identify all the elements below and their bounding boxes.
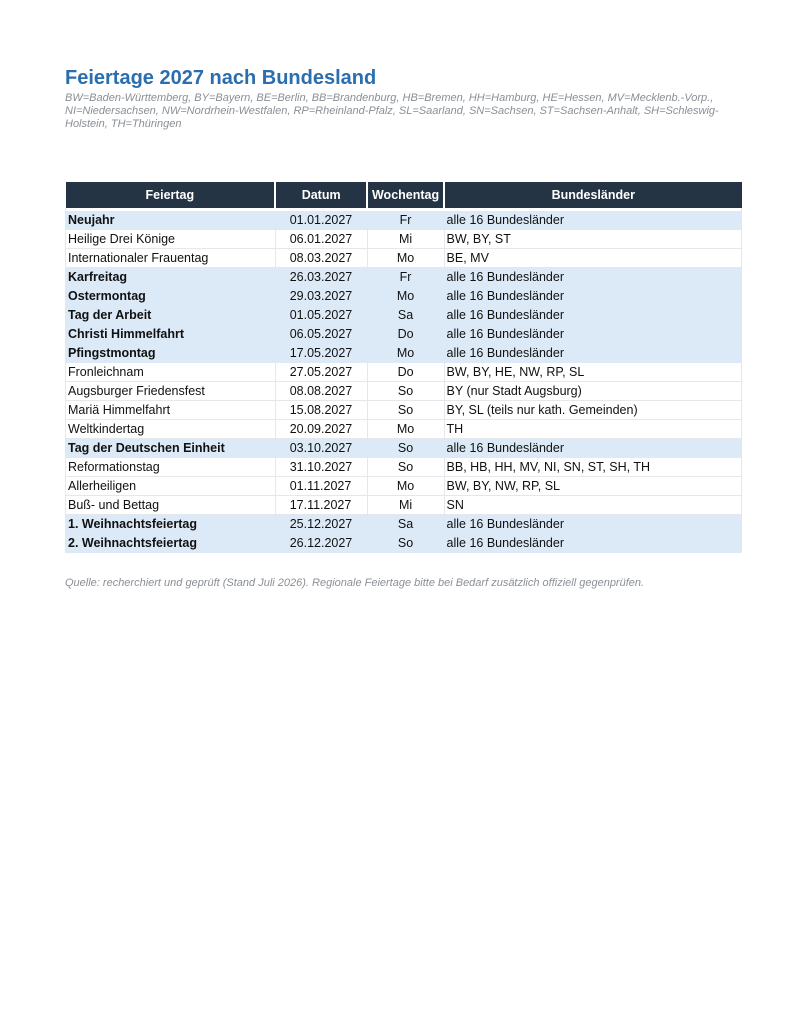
holiday-name-cell: Karfreitag [66,268,276,287]
table-row [66,363,742,382]
date-cell: 17.05.2027 [275,344,367,363]
states-cell: SN [444,496,741,515]
weekday-cell: So [367,534,444,553]
holiday-name-cell: Fronleichnam [66,363,276,382]
states-cell: alle 16 Bundesländer [444,344,741,363]
weekday-cell: Do [367,363,444,382]
states-cell: BY (nur Stadt Augsburg) [444,382,741,401]
holiday-name-cell: Weltkindertag [66,420,276,439]
weekday-cell: So [367,401,444,420]
date-cell: 01.11.2027 [275,477,367,496]
table-row [66,515,742,534]
date-cell: 26.12.2027 [275,534,367,553]
holiday-name-cell: Internationaler Frauentag [66,249,276,268]
weekday-cell: Fr [367,211,444,230]
table-row [66,211,742,230]
holiday-name-cell: Ostermontag [66,287,276,306]
table-row [66,401,742,420]
date-cell: 01.01.2027 [275,211,367,230]
date-cell: 26.03.2027 [275,268,367,287]
states-cell: BE, MV [444,249,741,268]
states-cell: BY, SL (teils nur kath. Gemeinden) [444,401,741,420]
date-cell: 31.10.2027 [275,458,367,477]
table-row [66,382,742,401]
holiday-name-cell: 2. Weihnachtsfeiertag [66,534,276,553]
holiday-name-cell: Christi Himmelfahrt [66,325,276,344]
column-header-weekday: Wochentag [367,182,444,208]
table-row [66,287,742,306]
states-cell: BW, BY, ST [444,230,741,249]
holiday-name-cell: Neujahr [66,211,276,230]
column-header-holiday: Feiertag [66,182,276,208]
holiday-name-cell: Tag der Deutschen Einheit [66,439,276,458]
date-cell: 25.12.2027 [275,515,367,534]
weekday-cell: So [367,439,444,458]
table-row [66,477,742,496]
date-cell: 06.01.2027 [275,230,367,249]
weekday-cell: Sa [367,515,444,534]
holiday-name-cell: Allerheiligen [66,477,276,496]
date-cell: 15.08.2027 [275,401,367,420]
table-header-row [66,182,742,208]
weekday-cell: Mo [367,287,444,306]
table-row [66,306,742,325]
states-cell: alle 16 Bundesländer [444,287,741,306]
state-abbreviation-legend: BW=Baden-Württemberg, BY=Bayern, BE=Berlin, BB=Brandenburg, HB=Bremen, HH=Hamburg, HE=Hessen, MV=Mecklenb.-Vorp., NI=Niedersachsen, NW=Nordrhein-Westfalen, RP=Rheinland-Pfalz, SL=Saarland, SN=Sachsen, ST=Sachsen-Anhalt, SH=Schleswig-Holstein, TH=Thüringen [65,92,719,130]
weekday-cell: Mo [367,249,444,268]
date-cell: 06.05.2027 [275,325,367,344]
holiday-name-cell: 1. Weihnachtsfeiertag [66,515,276,534]
date-cell: 03.10.2027 [275,439,367,458]
source-note: Quelle: recherchiert und geprüft (Stand Juli 2026). Regionale Feiertage bitte bei Bedarf zusätzlich offiziell gegenprüfen. [65,577,645,589]
column-header-date: Datum [275,182,367,208]
holiday-name-cell: Reformationstag [66,458,276,477]
states-cell: alle 16 Bundesländer [444,534,741,553]
holiday-name-cell: Heilige Drei Könige [66,230,276,249]
date-cell: 01.05.2027 [275,306,367,325]
weekday-cell: Mo [367,344,444,363]
table-row [66,496,742,515]
states-cell: BB, HB, HH, MV, NI, SN, ST, SH, TH [444,458,741,477]
states-cell: BW, BY, NW, RP, SL [444,477,741,496]
holiday-name-cell: Buß- und Bettag [66,496,276,515]
table-row [66,344,742,363]
date-cell: 20.09.2027 [275,420,367,439]
table-row [66,249,742,268]
table-row [66,458,742,477]
date-cell: 08.03.2027 [275,249,367,268]
states-cell: alle 16 Bundesländer [444,211,741,230]
states-cell: alle 16 Bundesländer [444,268,741,287]
date-cell: 17.11.2027 [275,496,367,515]
holiday-name-cell: Tag der Arbeit [66,306,276,325]
column-header-states: Bundesländer [444,182,741,208]
weekday-cell: Fr [367,268,444,287]
states-cell: alle 16 Bundesländer [444,306,741,325]
states-cell: BW, BY, HE, NW, RP, SL [444,363,741,382]
states-cell: alle 16 Bundesländer [444,325,741,344]
table-row [66,439,742,458]
weekday-cell: Sa [367,306,444,325]
weekday-cell: Mo [367,420,444,439]
holiday-name-cell: Mariä Himmelfahrt [66,401,276,420]
weekday-cell: So [367,382,444,401]
weekday-cell: Mi [367,496,444,515]
holiday-name-cell: Augsburger Friedensfest [66,382,276,401]
weekday-cell: Do [367,325,444,344]
date-cell: 27.05.2027 [275,363,367,382]
table-row [66,534,742,553]
holiday-name-cell: Pfingstmontag [66,344,276,363]
table-row [66,420,742,439]
weekday-cell: So [367,458,444,477]
table-row [66,325,742,344]
weekday-cell: Mi [367,230,444,249]
states-cell: alle 16 Bundesländer [444,515,741,534]
holiday-table [65,182,742,553]
date-cell: 08.08.2027 [275,382,367,401]
states-cell: alle 16 Bundesländer [444,439,741,458]
table-row [66,230,742,249]
date-cell: 29.03.2027 [275,287,367,306]
weekday-cell: Mo [367,477,444,496]
states-cell: TH [444,420,741,439]
page-title: Feiertage 2027 nach Bundesland [65,67,377,89]
document-page [65,66,742,589]
table-row [66,268,742,287]
table-body [66,208,742,553]
